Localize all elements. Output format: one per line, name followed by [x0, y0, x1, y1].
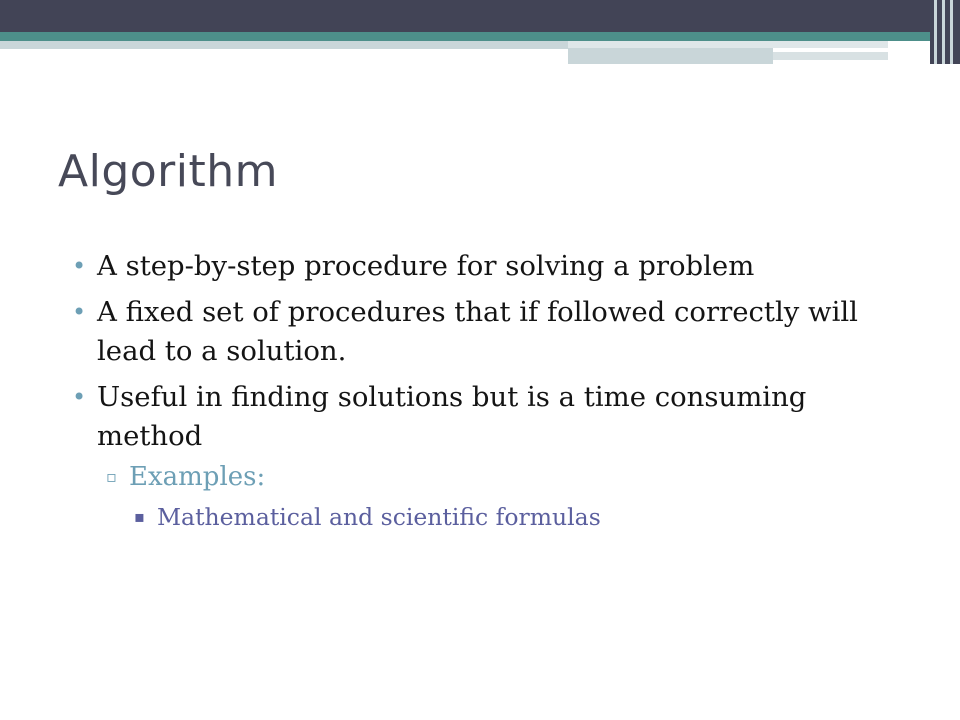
header-stripe	[934, 0, 937, 64]
bullet-item	[72, 247, 892, 286]
header-band-light-right	[568, 41, 888, 48]
bullet-text: A fixed set of procedures that if followed correctly will lead to a solution.	[97, 296, 858, 367]
slide-body	[72, 247, 892, 541]
header-stripes	[930, 0, 960, 64]
bullet-text: A step-by-step procedure for solving a problem	[97, 250, 755, 282]
sub-sub-bullet-text: Mathematical and scientific formulas	[157, 503, 601, 531]
bullet-dot-icon: •	[72, 252, 87, 280]
sub-bullet-text: Examples:	[129, 462, 266, 492]
sub-bullet-item	[97, 458, 892, 534]
square-outline-bullet-icon: ▫	[106, 467, 117, 486]
bullet-dot-icon: •	[72, 383, 87, 411]
header-band-light-step	[568, 48, 773, 64]
header-stripe	[942, 0, 945, 64]
header-band-light	[0, 41, 568, 49]
slide-title: Algorithm	[58, 146, 278, 197]
bullet-text: Useful in finding solutions but is a time consuming method	[97, 381, 807, 452]
bullet-item	[72, 293, 892, 371]
bullet-item	[72, 378, 892, 534]
sub-sub-bullet-list	[129, 500, 892, 534]
bullet-list	[72, 247, 892, 534]
sub-sub-bullet-item	[129, 500, 892, 534]
small-square-bullet-icon: ▪	[134, 507, 145, 526]
header-band-light-tail	[773, 52, 888, 60]
header-band-dark	[0, 0, 930, 32]
header-stripe	[950, 0, 953, 64]
bullet-dot-icon: •	[72, 298, 87, 326]
header-band-teal	[0, 32, 930, 41]
sub-bullet-list	[97, 458, 892, 534]
